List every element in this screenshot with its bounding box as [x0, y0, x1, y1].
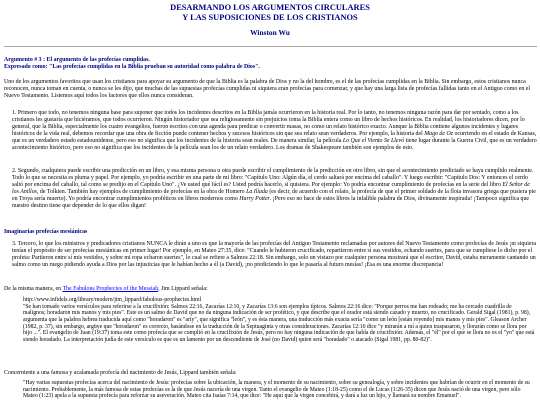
author: Winston Wu	[250, 28, 290, 37]
point-number: 1.	[12, 110, 17, 116]
point-1	[12, 110, 537, 151]
point-italic: Mago de Oz	[424, 130, 454, 137]
title-line-1: DESARMANDO LOS ARGUMENTOS CIRCULARES	[170, 3, 370, 12]
point-italic: El Señor de los Anillos	[12, 181, 530, 195]
argument-expressed: Expresado como: "Las profecías cumplidas en la Biblia prueban su autoridad como palabra de Dios".	[4, 64, 260, 70]
point-italic: Harry Potter	[239, 195, 270, 202]
point-text: Segundo, cualquiera puede escribir una predicción en un libro, y esa misma persona u otra puede escribir el cumplimiento de la predicción en otro libro, sin que el acontecimiento predictado se haya cumplido realmente. Todo lo que se necesita es pluma y papel. Por ejemplo, yo podría escribir en una parte de mi libro: "Capítulo Uno: Algún día, el cerdo saltará por encima del caballo". Y luego escribir: "Capítulo Dos: Y entonces el cerdo saltó por encima del caballo, tal como se predijo en el Capítulo Uno". ¿Ve usted qué fácil es? Usted podría hacerlo, si quisiera. Por ejemplo: Yo podría encontrar cumplimiento de profecías en la serie del libro	[12, 168, 534, 188]
point-text: , de Tolkien. También hay ejemplos de cumplimiento de profecías en la obra de Homero	[36, 188, 247, 195]
reference-text: , Jim Lippard señala:	[158, 286, 208, 292]
fabulous-prophecies-link[interactable]: The Fabulous Prophecies of the Messiah	[62, 286, 159, 292]
quote-block-2: "Hay varias supuestas profecías acerca del nacimiento de Jesús: profecías sobre la ubicación, la manera, y el momento de su nacimiento, sobre su genealogía, y sobre incidentes que habrían de ocurrir en el momento de su nacimiento. Probablemente, la más famosa de estas profecías es la de que Jesús nacería de una virgen. Tanto el evangelio de Mateo (1:18-25) como el de Lucas (1:26-35) dicen que Jesús nació de una virgen, pero sólo Mateo (1:23) apela a la supuesta profecía para reforzar su aseveración. Mateo cita Isaías 7:14, que dice: "He aquí que la virgen concebirá, y dará a luz un hijo, y llamará su nombre Emanuel".	[23, 380, 530, 400]
point-text: . ¡Pero eso no hace de estos libros la infalible palabra de Dios, divinamente inspirada! ¡Tampoco significa que nuestro destino tiene que depender de lo que ellos digan!	[12, 195, 530, 209]
argument-label: Argumento # 3 : El argumento de las profecías cumplidas.	[4, 57, 150, 63]
point-number: 3.	[12, 241, 17, 247]
point-text: Primero que todo, no tenemos ninguna base para suponer que todos los incidentes descritos en la Biblia jamás ocurrieron en la historia real. Por lo tanto, no tenemos ninguna razón para dar por sentado, como a los cristianos les gustaría que hiciéramos, que todos ocurrieron. Ningún historiador que sea religiosamente sin prejuicios toma la Biblia entera como un libro de hechos históricos. En realidad, los historiadores dicen, por lo general, que la Biblia, especialmente los cuatro evangelios, fueron escritos con una agenda para predicar o convertir masas, no como un relato histórico exacto. Aunque la Biblia contiene algunos incidentes y lugares históricos de la vida real, debemos recordar que una obra de ficción puede contener hechos y sucesos históricos sin que sea relato sean verdaderos. Por ejemplo, la historia del	[12, 110, 525, 137]
divider	[4, 46, 537, 47]
quote-url: http://www.infidels.org/library/modern/jim_lippard/fabulous-prophecies.html	[23, 297, 202, 303]
point-text: tiene lugar durante la Guerra Civil, que es un verdadero acontecimiento histórico, pero eso no significa que los incidentes de la película sean los de un relato verdadero. Los dramas de Shakespeare también son ejemplos de esto.	[12, 137, 537, 151]
point-text: (es decir, de acuerdo con el relato, la profecía de que el primer soldado de la flota invasora griega que pusiera pie en Troya sería muerto). Yo podría encontrar cumplimientos proféticos en libros modernos como	[12, 188, 536, 202]
reference-paragraph	[4, 286, 537, 293]
intro-paragraph: Uno de los argumentos favoritos que usan los cristianos para apoyar su argumento de que la Biblia es la palabra de Dios y no la del hombre, es el de las profecías cumplidas en la Biblia. Sin embargo, estos cristianos nunca reconocen, nunca toman en cuenta, o nunca se les dijo, que muchas de las supuestas profecías cumplidas ni siquiera eran profecías para comenzar, y que hay una larga lista de profecías fallidas tanto en el Antiguo como en el Nuevo Testamento. Listemos aquí todos los factores que ellos nunca consideran.	[4, 79, 531, 99]
point-2	[12, 168, 537, 209]
point-text: ocurriendo en el estado de Kansas, que es un verdadero estado estadounidense, pero eso no significa que los incidentes de la historia sean reales. De manera similar, la película	[12, 130, 537, 144]
title-line-2: Y LAS SUPOSICIONES DE LOS CRISTIANOS	[182, 12, 358, 22]
quote-block-1	[23, 297, 535, 344]
page-title	[0, 3, 540, 22]
concerning-paragraph: Concerniente a una famosa y acalamada profecía del nacimiento de Jesús, Lippard también señala:	[4, 370, 237, 376]
section-heading: Imaginarias profecías mesiánicas	[4, 229, 88, 235]
point-3	[12, 241, 537, 269]
reference-text: De la misma manera, en	[4, 286, 63, 292]
point-number: 2.	[12, 168, 17, 174]
quote-text: "Se han tomado varios versículos para referirse a la crucifixión: Salmos 22:16, Zacarías 12:10, y Zacarías 13:6 son ejemplos típicos. Salmos 22:16 dice: "Porque perros me han rodeado; me ha cercado cuadrilla de malignos; horadaron mis manos y mis pies". Este es un salmo de David que no da ninguna indicación de ser profético, y que describe que el orador está siendo cazado y muerto, no crucificado. Gerald Sigal (1981), p. 98), argumenta que la palabra hebrea traducida aquí como "horadaron" es "ariy", que significa "león", y es ésta manera, una traducción más exacta sería "como un león [están royendo] mis manos y mis pies". Gleason Archer (1982, p. 37), sin embargo, argüye que "horadaron" es correcto, basándose en la traducción de la Septuaginta y otras consideraciones. Zacarías 12:10 dice "y mirarán a mí a quien traspasaron, y llorarán como se llora por hijo ...". El evangelio de Juan (19:37) toma este como profecía que se cumplió en la crucifixión de Jesús, pero no hay ninguna indicación de que habla de crucifixión. Además, el "él" por el que se llora no es el "yo" que está siendo horadado. La interpretación judía de este versículo es que es un lamento por un descendiente de José (no David) quien será "horadado" o atacado (Sigal 1981, pp. 80-82)".	[23, 303, 535, 343]
point-italic: La Ilíada	[246, 188, 268, 195]
point-italic: Lo Que el Viento Se Llevó	[342, 137, 405, 144]
point-text: Tercero, lo que los ministros y predicadores cristianos NUNCA le dirán a uno es que la mayoría de las profecías del Antiguo Testamento reclamadas por autores del Nuevo Testamento como profecías de Jesús ¡ni siquiera tenían el propósito de ser profecías mesiánicas en primer lugar! Por ejemplo, en Mateo 27:35, dice: "Cuando le hubieron crucificado, repartieron entre sí sus vestidos, echando suertes, para que se cumpliese lo dicho por el profeta: Partieron entre sí mis vestidos, y sobre mi ropa echaron suertes", lo cual se refiere a Salmos 22:18. Sin embargo, solo un vistazo por cualquier persona mostrará que el escritor, David, estaba meramente cantando un salmo como un ruego pidiendo ayuda a Dios por las injusticias que le habían hecho a él (a David), ¡no prediciendo lo que le pasaría al futuro mesías! ¡Esa es una enorme discrepancia!	[12, 241, 537, 268]
